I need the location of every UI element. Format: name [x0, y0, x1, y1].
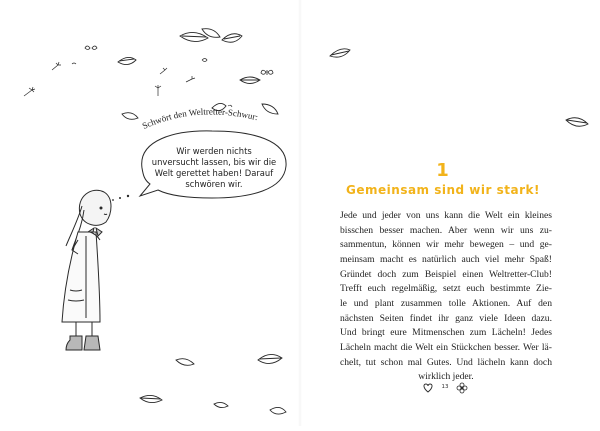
body-line: Jede und jeder von uns kann die Welt ein kleines [340, 210, 552, 221]
leaf-icon [566, 118, 588, 127]
butterfly-icon [261, 70, 273, 75]
body-line: nächsten Seiten findet ihr ganz viele Ideen dazu. [340, 312, 552, 324]
left-page [0, 0, 300, 426]
dandelion-seed-icon [52, 62, 61, 70]
left-page-illustration [0, 0, 300, 426]
butterfly-icon [85, 46, 97, 50]
speech-line: Wir werden nichts [176, 146, 252, 156]
leaf-icon [176, 359, 194, 366]
leaf-icon [118, 57, 136, 64]
girl-illustration [62, 190, 111, 350]
oath-heading [141, 106, 260, 130]
body-line: meinsam macht es natürlich auch viel mehr Spaß! [340, 253, 552, 265]
body-line: Lächeln macht die Welt ein Stückchen besser. Wer lä- [340, 341, 552, 353]
leaf-icon [240, 77, 260, 84]
speech-line: Welt gerettet haben! Darauf [154, 168, 274, 178]
leaf-icon [258, 354, 282, 363]
chapter-title: Gemeinsam sind wir stark! [346, 183, 540, 197]
leaf-icon [122, 113, 138, 120]
page-number: 13 [441, 384, 449, 390]
speech-line: schwören wir. [185, 179, 243, 189]
speech-line: unversucht lassen, bis wir die [151, 157, 277, 167]
heart-icon [422, 382, 434, 394]
body-line: bisschen besser machen. Aber wenn wir uns zu- [340, 224, 552, 236]
right-page [300, 0, 600, 426]
leaf-icon [180, 32, 208, 41]
body-line: chelt, tut schon mal Gutes. Und lächeln kann doch [340, 356, 552, 368]
flower-icon [456, 382, 468, 394]
body-line: Und bringt eure Mitmenschen zum Lächeln! Jedes [340, 327, 552, 339]
leaf-icon [330, 49, 350, 57]
oath-heading-text: Schwört den Weltretter-Schwur: [140, 106, 260, 131]
dandelion-seed-icon [24, 87, 35, 96]
body-line: Gründet doch zum Beispiel einen Weltretter-Club! [340, 268, 552, 280]
page-footer [420, 382, 470, 396]
leaf-icon [222, 34, 242, 43]
dandelion-seed-icon [186, 76, 195, 82]
body-line: le und plant zusammen tolle Aktionen. Auf den [340, 297, 552, 309]
leaf-icon [270, 407, 286, 414]
leaf-icon [214, 402, 228, 407]
speech-bubble-text [150, 146, 278, 190]
body-paragraph [340, 209, 552, 385]
dandelion-seed-icon [160, 68, 167, 74]
thought-dots [112, 195, 129, 201]
dandelion-seed-icon [155, 85, 161, 96]
body-line: Trefft euch regelmäßig, setzt euch bestimmte Zie- [340, 283, 552, 295]
swirl-icon [72, 59, 232, 108]
body-line: wirklich jeder. [418, 371, 474, 383]
chapter-number: 1 [436, 160, 450, 181]
leaf-icon [140, 395, 162, 402]
leaf-icon [262, 104, 278, 114]
body-line: sammentun, können wir mehr bewegen – und ge- [340, 239, 552, 251]
